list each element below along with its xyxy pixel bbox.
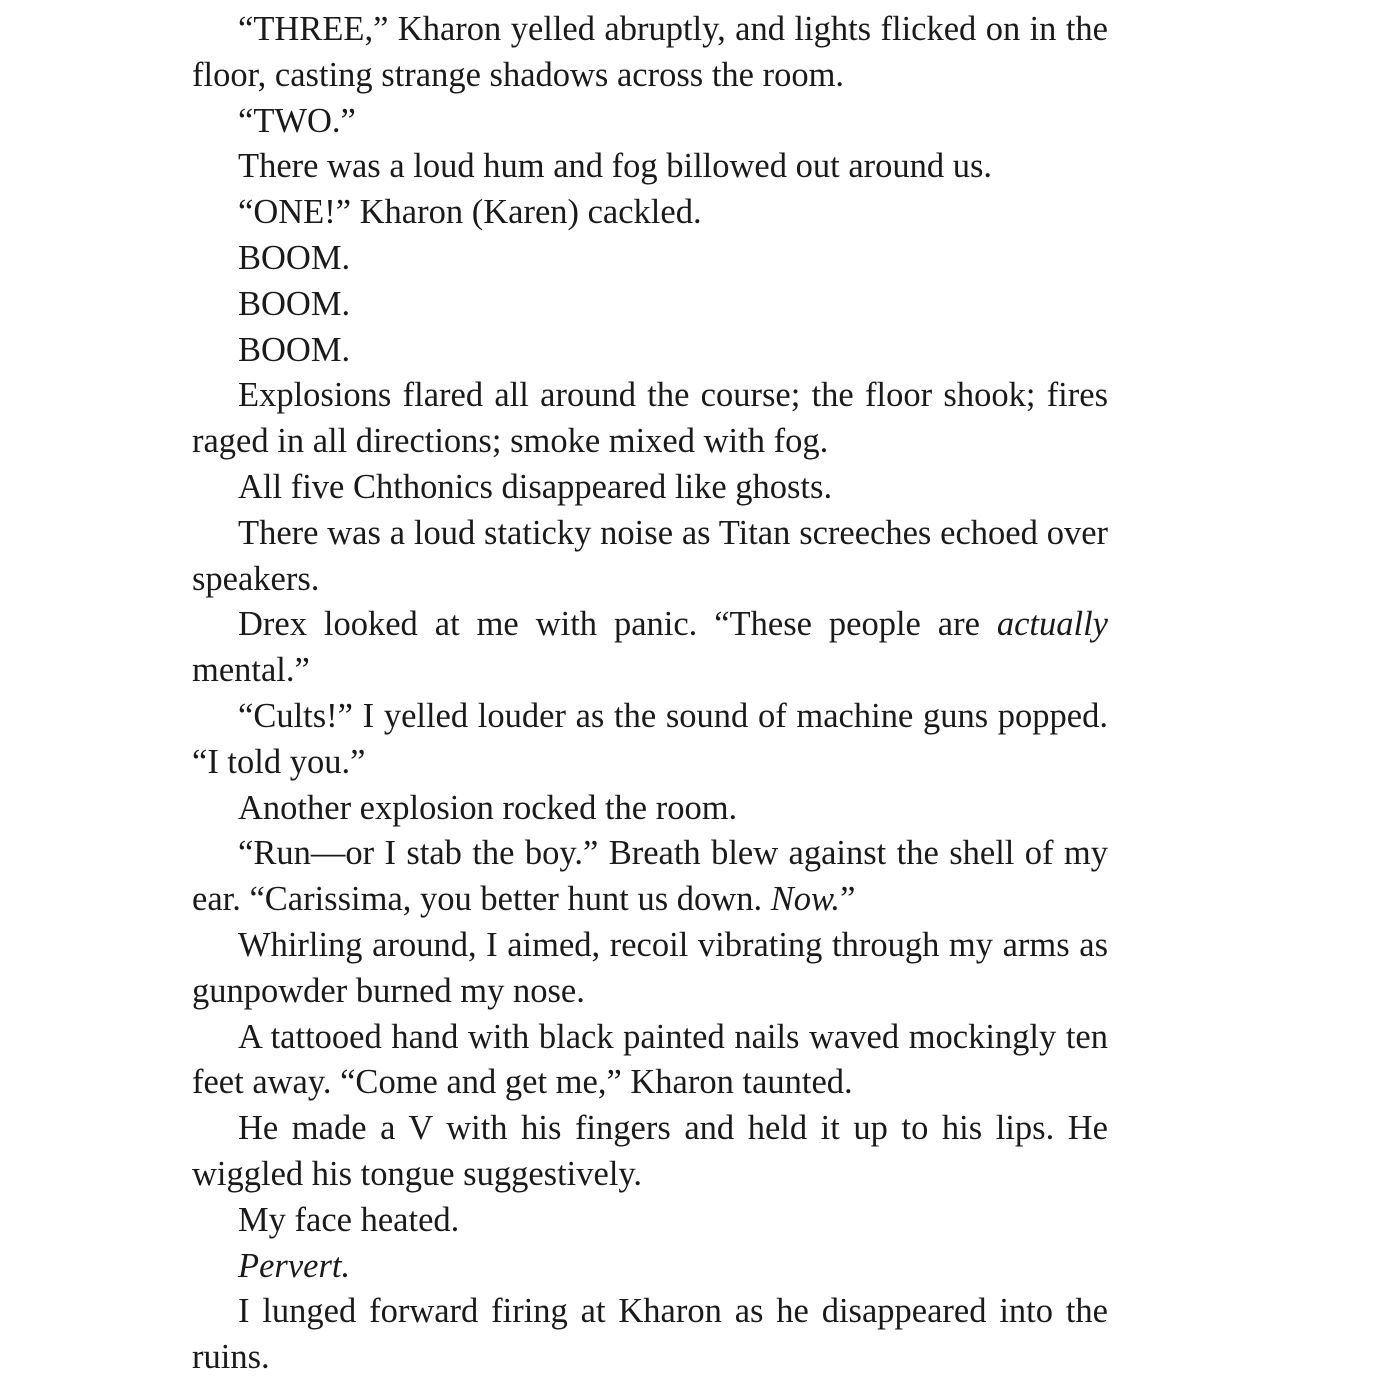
paragraph: BOOM. <box>238 238 351 277</box>
paragraph: BOOM. <box>238 284 351 323</box>
paragraph <box>192 1244 1108 1290</box>
paragraph: “TWO.” <box>238 101 356 140</box>
paragraph: “THREE,” Kharon yelled abruptly, and lights flicked on in the floor, casting strange shadows across the room. <box>192 10 1108 94</box>
paragraph: He made a V with his fingers and held it up to his lips. He wiggled his tongue suggestively. <box>192 1109 1108 1193</box>
emphasis: actually <box>996 605 1108 644</box>
book-page-text <box>192 7 1108 1381</box>
paragraph: A tattooed hand with black painted nails waved mockingly ten feet away. “Come and get me,” Kharon taunted. <box>192 1017 1108 1102</box>
emphasis: Now. <box>770 880 841 919</box>
paragraph: Explosions flared all around the course; the floor shook; fires raged in all directions; smoke mixed with fog. <box>192 376 1108 461</box>
paragraph: My face heated. <box>238 1200 460 1239</box>
paragraph: “Run—or I stab the boy.” Breath blew against the shell of my ear. “Carissima, you better hunt us down. Now.” <box>192 834 1108 919</box>
paragraph: Another explosion rocked the room. <box>238 788 738 827</box>
paragraph: There was a loud hum and fog billowed out around us. <box>238 147 993 186</box>
emphasis: Pervert. <box>238 1246 351 1285</box>
paragraph: Whirling around, I aimed, recoil vibrating through my arms as gunpowder burned my nose. <box>192 925 1108 1010</box>
paragraph: “ONE!” Kharon (Karen) cackled. <box>238 193 702 232</box>
paragraph: I lunged forward firing at Kharon as he disappeared into the ruins. <box>192 1292 1108 1377</box>
paragraph: “Cults!” I yelled louder as the sound of machine guns popped. “I told you.” <box>192 696 1108 781</box>
paragraph: BOOM. <box>238 330 351 369</box>
paragraph: Drex looked at me with panic. “These people are actually mental.” <box>192 605 1108 690</box>
paragraph: There was a loud staticky noise as Titan screeches echoed over speakers. <box>192 513 1108 598</box>
paragraph: All five Chthonics disappeared like ghosts. <box>238 467 833 506</box>
